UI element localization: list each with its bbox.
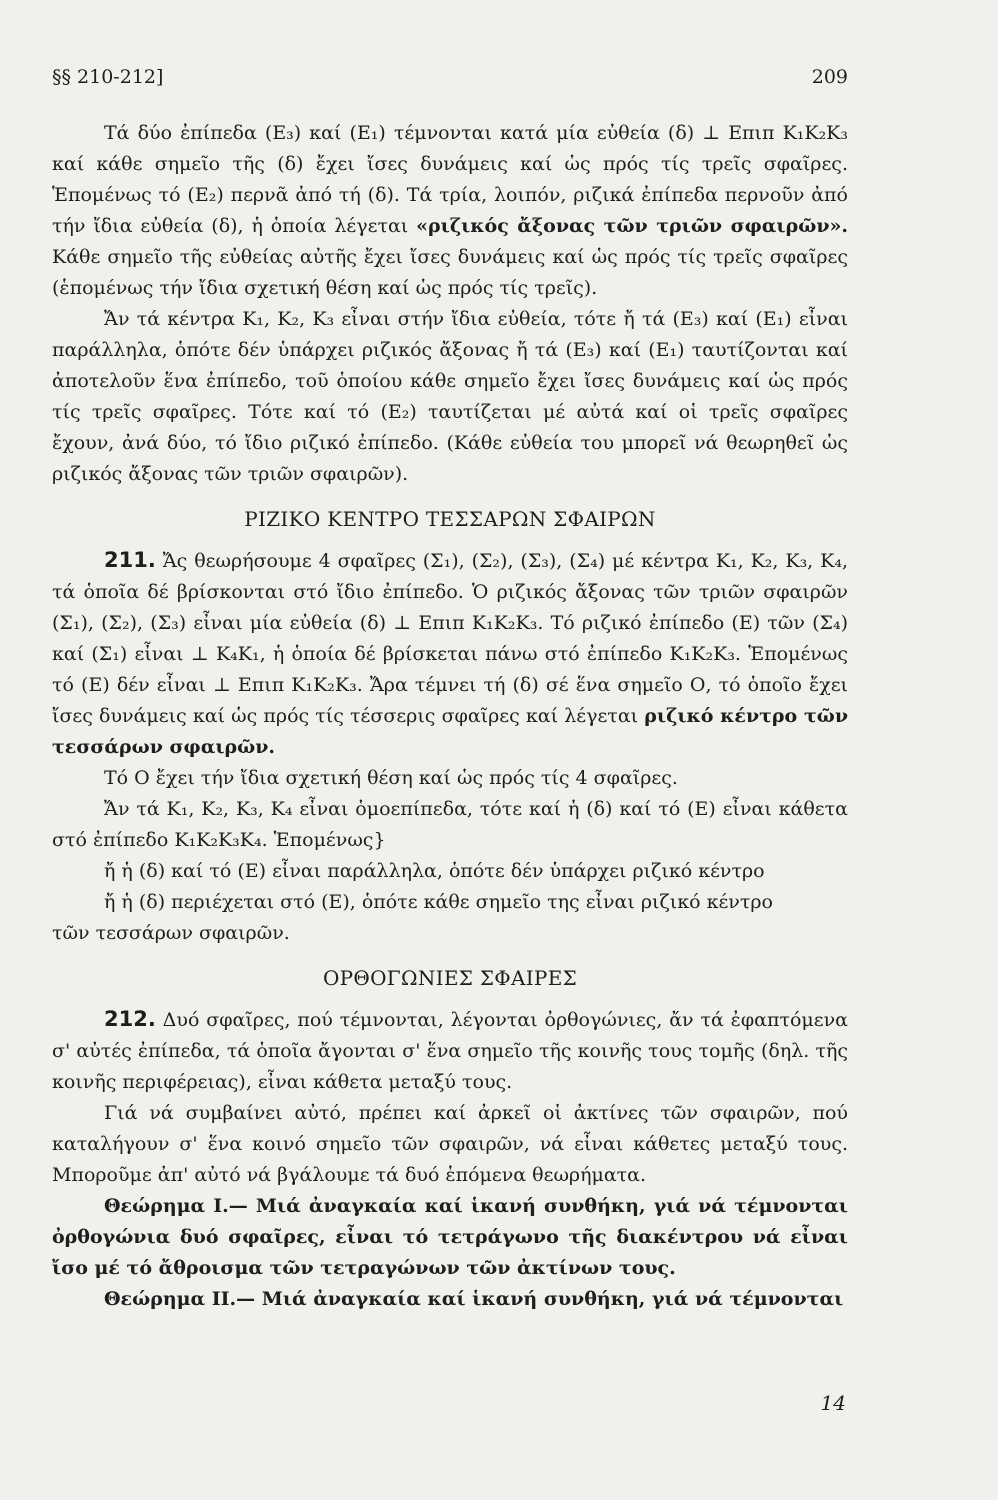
term-radical-axis: «ριζικός ἄξονας τῶν τριῶν σφαιρῶν». [416, 215, 849, 237]
theorem-2: Θεώρημα ΙΙ.— Μιά ἀναγκαία καί ἱκανή συνθήκη, γιά νά τέμνονται [104, 1288, 844, 1310]
case-contained: ἤ ἡ (δ) περιέχεται στό (Ε), ὁπότε κάθε σημεῖο της εἶναι ριζικό κέντρο [104, 891, 773, 913]
paragraph-7: Γιά νά συμβαίνει αὐτό, πρέπει καί ἀρκεῖ οἱ ἀκτίνες τῶν σφαιρῶν, πού καταλήγουν σ' ἕνα κοινό σημεῖο τῶν σφαιρῶν, νά εἶναι κάθετες μεταξύ τους. Μποροῦμε ἀπ' αὐτό νά βγάλουμε τά δυό ἑπόμενα θεωρήματα. [52, 1102, 848, 1186]
page-header [52, 62, 848, 100]
section-number-212: 212. [104, 1007, 156, 1031]
paragraph-4: Τό Ο ἔχει τήν ἴδια σχετική θέση καί ὡς πρός τίς 4 σφαῖρες. [104, 767, 678, 789]
section-range: §§ 210-212] [52, 66, 164, 88]
paragraph-1: Τά δύο ἐπίπεδα (Ε₃) καί (Ε₁) τέμνονται κατά μία εὐθεία (δ) ⊥ Επιπ Κ₁Κ₂Κ₃ καί κάθε σημεῖο τῆς (δ) ἔχει ἴσες δυνάμεις καί ὡς πρός τίς τρεῖς σφαῖρες. Ἑπομένως τό (Ε₂) περνᾶ ἀπό τή (δ). Τά τρία, λοιπόν, ριζικά ἐπίπεδα περνοῦν ἀπό τήν ἴδια εὐθεία (δ), ἡ ὁποία λέγεται «ριζικός ἄξονας τῶν τριῶν σφαιρῶν». Κάθε σημεῖο τῆς εὐθείας αὐτῆς ἔχει ἴσες δυνάμεις καί ὡς πρός τίς τρεῖς σφαῖρες (ἑπομένως τήν ἴδια σχετική θέση καί ὡς πρός τίς τρεῖς). [52, 122, 849, 299]
paragraph-211: 211. Ἄς θεωρήσουμε 4 σφαῖρες (Σ₁), (Σ₂), (Σ₃), (Σ₄) μέ κέντρα Κ₁, Κ₂, Κ₃, Κ₄, τά ὁποῖα δέ βρίσκονται στό ἴδιο ἐπίπεδο. Ὁ ριζικός ἄξονας τῶν τριῶν σφαιρῶν (Σ₁), (Σ₂), (Σ₃) εἶναι μία εὐθεία (δ) ⊥ Επιπ Κ₁Κ₂Κ₃. Τό ριζικό ἐπίπεδο (Ε) τῶν (Σ₄) καί (Σ₁) εἶναι ⊥ Κ₄Κ₁, ἡ ὁποία δέ βρίσκεται πάνω στό ἐπίπεδο Κ₁Κ₂Κ₃. Ἑπομένως τό (Ε) δέν εἶναι ⊥ Επιπ Κ₁Κ₂Κ₃. Ἄρα τέμνει τή (δ) σέ ἕνα σημεῖο Ο, τό ὁποῖο ἔχει ἴσες δυνάμεις καί ὡς πρός τίς τέσσερις σφαῖρες καί λέγεται ριζικό κέντρο τῶν τεσσάρων σφαιρῶν. [52, 548, 849, 758]
case-end: τῶν τεσσάρων σφαιρῶν. [52, 922, 290, 944]
heading-orthogonal-spheres: ΟΡΘΟΓΩΝΙΕΣ ΣΦΑΙΡΕΣ [322, 966, 578, 990]
paragraph-212: 212. Δυό σφαῖρες, πού τέμνονται, λέγονται ὀρθογώνιες, ἄν τά ἐφαπτόμενα σ' αὐτές ἐπίπεδα, τά ὁποῖα ἄγονται σ' ἕνα σημεῖο τῆς κοινῆς τους τομῆς (δηλ. τῆς κοινῆς περιφέρειας), εἶναι κάθετα μεταξύ τους. [52, 1007, 848, 1093]
theorem-1: Θεώρημα Ι.— Μιά ἀναγκαία καί ἱκανή συνθήκη, γιά νά τέμνονται ὀρθογώνια δυό σφαῖρες, εἶναι τό τετράγωνο τῆς διακέντρου νά εἶναι ἴσο μέ τό ἄθροισμα τῶν τετραγώνων τῶν ἀκτίνων τους. [52, 1195, 848, 1279]
heading-radical-center: ΡΙΖΙΚΟ ΚΕΝΤΡΟ ΤΕΣΣΑΡΩΝ ΣΦΑΙΡΩΝ [244, 507, 656, 531]
section-number-211: 211. [104, 548, 156, 572]
signature-mark: 14 [820, 1391, 846, 1415]
page-number: 209 [811, 66, 848, 88]
case-parallel: ἤ ἡ (δ) καί τό (Ε) εἶναι παράλληλα, ὁπότε δέν ὑπάρχει ριζικό κέντρο [104, 860, 765, 882]
paragraph-5: Ἄν τά Κ₁, Κ₂, Κ₃, Κ₄ εἶναι ὁμοεπίπεδα, τότε καί ἡ (δ) καί τό (Ε) εἶναι κάθετα στό ἐπίπεδο Κ₁Κ₂Κ₃Κ₄. Ἑπομένως} [52, 798, 848, 851]
term-radical-center: ριζικό κέντρο τῶν τεσσάρων σφαιρῶν. [52, 705, 849, 758]
paragraph-2: Ἄν τά κέντρα Κ₁, Κ₂, Κ₃ εἶναι στήν ἴδια εὐθεία, τότε ἤ τά (Ε₃) καί (Ε₁) εἶναι παράλληλα, ὁπότε δέν ὑπάρχει ριζικός ἄξονας ἤ τά (Ε₃) καί (Ε₁) ταυτίζονται καί ἀποτελοῦν ἕνα ἐπίπεδο, τοῦ ὁποίου κάθε σημεῖο ἔχει ἴσες δυνάμεις καί ὡς πρός τίς τρεῖς σφαῖρες. Τότε καί τό (Ε₂) ταυτίζεται μέ αὐτά καί οἱ τρεῖς σφαῖρες ἔχουν, ἀνά δύο, τό ἴδιο ριζικό ἐπίπεδο. (Κάθε εὐθεία του μπορεῖ νά θεωρηθεῖ ὡς ριζικός ἄξονας τῶν τριῶν σφαιρῶν). [52, 308, 848, 485]
